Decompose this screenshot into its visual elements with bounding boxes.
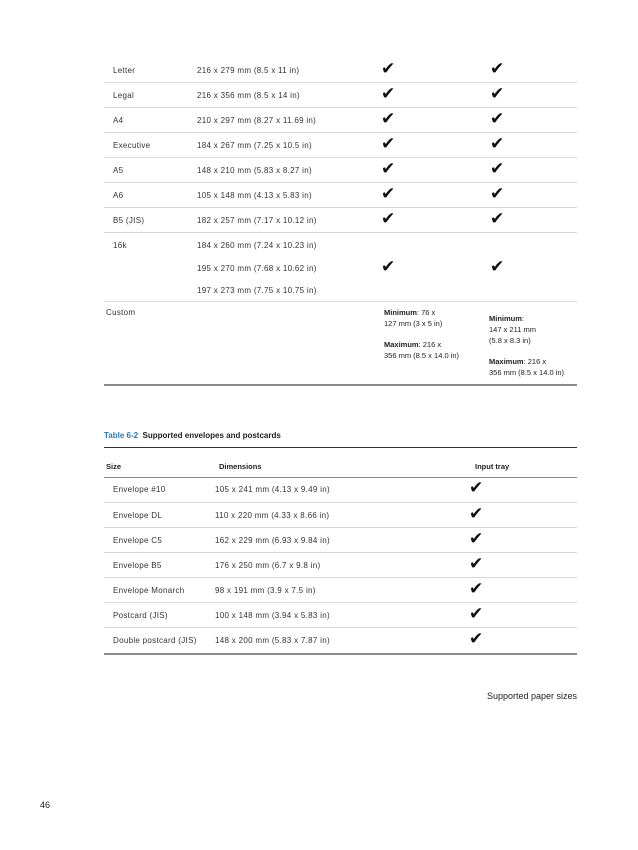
minimum-value: : (521, 314, 525, 323)
paper-size-name: 16k (113, 241, 127, 250)
check-icon: ✔ (490, 59, 505, 79)
custom-tray1-minimum (384, 307, 442, 329)
header-divider (104, 477, 577, 478)
check-icon: ✔ (490, 109, 505, 129)
maximum-value: : 216 x (418, 340, 442, 349)
column-header-size: Size (106, 462, 122, 471)
paper-size-name: Custom (106, 308, 136, 317)
check-icon: ✔ (381, 257, 396, 277)
check-icon: ✔ (381, 209, 396, 229)
paper-dimensions: 195 x 270 mm (7.68 x 10.62 in) (197, 264, 317, 273)
row-divider (104, 301, 577, 302)
check-icon: ✔ (490, 209, 505, 229)
custom-tray1-maximum (384, 339, 459, 361)
table-number: Table 6-2 (104, 431, 139, 440)
envelope-size-name: Envelope #10 (113, 485, 166, 494)
paper-dimensions: 184 x 267 mm (7.25 x 10.5 in) (197, 141, 312, 150)
check-icon: ✔ (469, 629, 484, 649)
envelope-dimensions: 110 x 220 mm (4.33 x 8.66 in) (215, 511, 330, 520)
check-icon: ✔ (469, 554, 484, 574)
envelope-size-name: Envelope C5 (113, 536, 163, 545)
paper-size-name: Executive (113, 141, 151, 150)
minimum-value: : 76 x (416, 308, 436, 317)
envelope-dimensions: 100 x 148 mm (3.94 x 5.83 in) (215, 611, 330, 620)
paper-dimensions: 148 x 210 mm (5.83 x 8.27 in) (197, 166, 312, 175)
envelope-size-name: Envelope DL (113, 511, 163, 520)
envelope-size-name: Envelope B5 (113, 561, 162, 570)
paper-size-name: Legal (113, 91, 135, 100)
row-divider (104, 627, 577, 628)
paper-dimensions: 197 x 273 mm (7.75 x 10.75 in) (197, 286, 317, 295)
row-divider (104, 552, 577, 553)
paper-dimensions: 182 x 257 mm (7.17 x 10.12 in) (197, 216, 317, 225)
maximum-value-line: 356 mm (8.5 x 14.0 in) (489, 368, 565, 377)
check-icon: ✔ (469, 504, 484, 524)
minimum-label: Minimum (489, 314, 522, 323)
table-bottom-border (104, 384, 577, 386)
maximum-label: Maximum (384, 340, 419, 349)
column-header-input-tray: Input tray (475, 462, 510, 471)
column-header-dimensions: Dimensions (219, 462, 262, 471)
check-icon: ✔ (381, 134, 396, 154)
check-icon: ✔ (469, 529, 484, 549)
maximum-value: : 216 x (523, 357, 547, 366)
row-divider (104, 232, 577, 233)
check-icon: ✔ (469, 478, 484, 498)
table-caption (104, 431, 281, 440)
table-bottom-border (104, 653, 577, 655)
check-icon: ✔ (469, 604, 484, 624)
row-divider (104, 577, 577, 578)
row-divider (104, 502, 577, 503)
paper-dimensions: 216 x 279 mm (8.5 x 11 in) (197, 66, 300, 75)
envelope-dimensions: 98 x 191 mm (3.9 x 7.5 in) (215, 586, 316, 595)
row-divider (104, 107, 577, 108)
minimum-value-line: 147 x 211 mm (489, 325, 536, 334)
row-divider (104, 182, 577, 183)
envelope-size-name: Envelope Monarch (113, 586, 185, 595)
envelope-size-name: Double postcard (JIS) (113, 636, 197, 645)
paper-size-name: A5 (113, 166, 124, 175)
row-divider (104, 132, 577, 133)
custom-tray2-minimum (489, 313, 536, 346)
row-divider (104, 527, 577, 528)
row-divider (104, 157, 577, 158)
check-icon: ✔ (469, 579, 484, 599)
paper-dimensions: 210 x 297 mm (8.27 x 11.69 in) (197, 116, 317, 125)
check-icon: ✔ (381, 109, 396, 129)
check-icon: ✔ (490, 159, 505, 179)
paper-dimensions: 216 x 356 mm (8.5 x 14 in) (197, 91, 300, 100)
minimum-value-line: 127 mm (3 x 5 in) (384, 319, 443, 328)
minimum-value-line: (5.8 x 8.3 in) (489, 336, 531, 345)
check-icon: ✔ (490, 134, 505, 154)
paper-size-name: B5 (JIS) (113, 216, 145, 225)
check-icon: ✔ (381, 159, 396, 179)
minimum-label: Minimum (384, 308, 417, 317)
check-icon: ✔ (490, 184, 505, 204)
check-icon: ✔ (490, 257, 505, 277)
check-icon: ✔ (381, 59, 396, 79)
paper-size-name: A6 (113, 191, 124, 200)
check-icon: ✔ (381, 84, 396, 104)
envelope-dimensions: 148 x 200 mm (5.83 x 7.87 in) (215, 636, 330, 645)
envelope-dimensions: 105 x 241 mm (4.13 x 9.49 in) (215, 485, 330, 494)
paper-dimensions: 105 x 148 mm (4.13 x 5.83 in) (197, 191, 312, 200)
maximum-label: Maximum (489, 357, 524, 366)
paper-dimensions: 184 x 260 mm (7.24 x 10.23 in) (197, 241, 317, 250)
paper-size-name: Letter (113, 66, 136, 75)
row-divider (104, 82, 577, 83)
table-title: Supported envelopes and postcards (142, 431, 281, 440)
row-divider (104, 207, 577, 208)
maximum-value-line: 356 mm (8.5 x 14.0 in) (384, 351, 460, 360)
check-icon: ✔ (381, 184, 396, 204)
custom-tray2-maximum (489, 356, 564, 378)
row-divider (104, 602, 577, 603)
section-title: Supported paper sizes (487, 691, 578, 701)
envelope-size-name: Postcard (JIS) (113, 611, 168, 620)
page-number: 46 (40, 800, 51, 810)
paper-size-name: A4 (113, 116, 124, 125)
caption-rule (104, 447, 577, 448)
envelope-dimensions: 162 x 229 mm (6.93 x 9.84 in) (215, 536, 330, 545)
envelope-dimensions: 176 x 250 mm (6.7 x 9.8 in) (215, 561, 321, 570)
check-icon: ✔ (490, 84, 505, 104)
